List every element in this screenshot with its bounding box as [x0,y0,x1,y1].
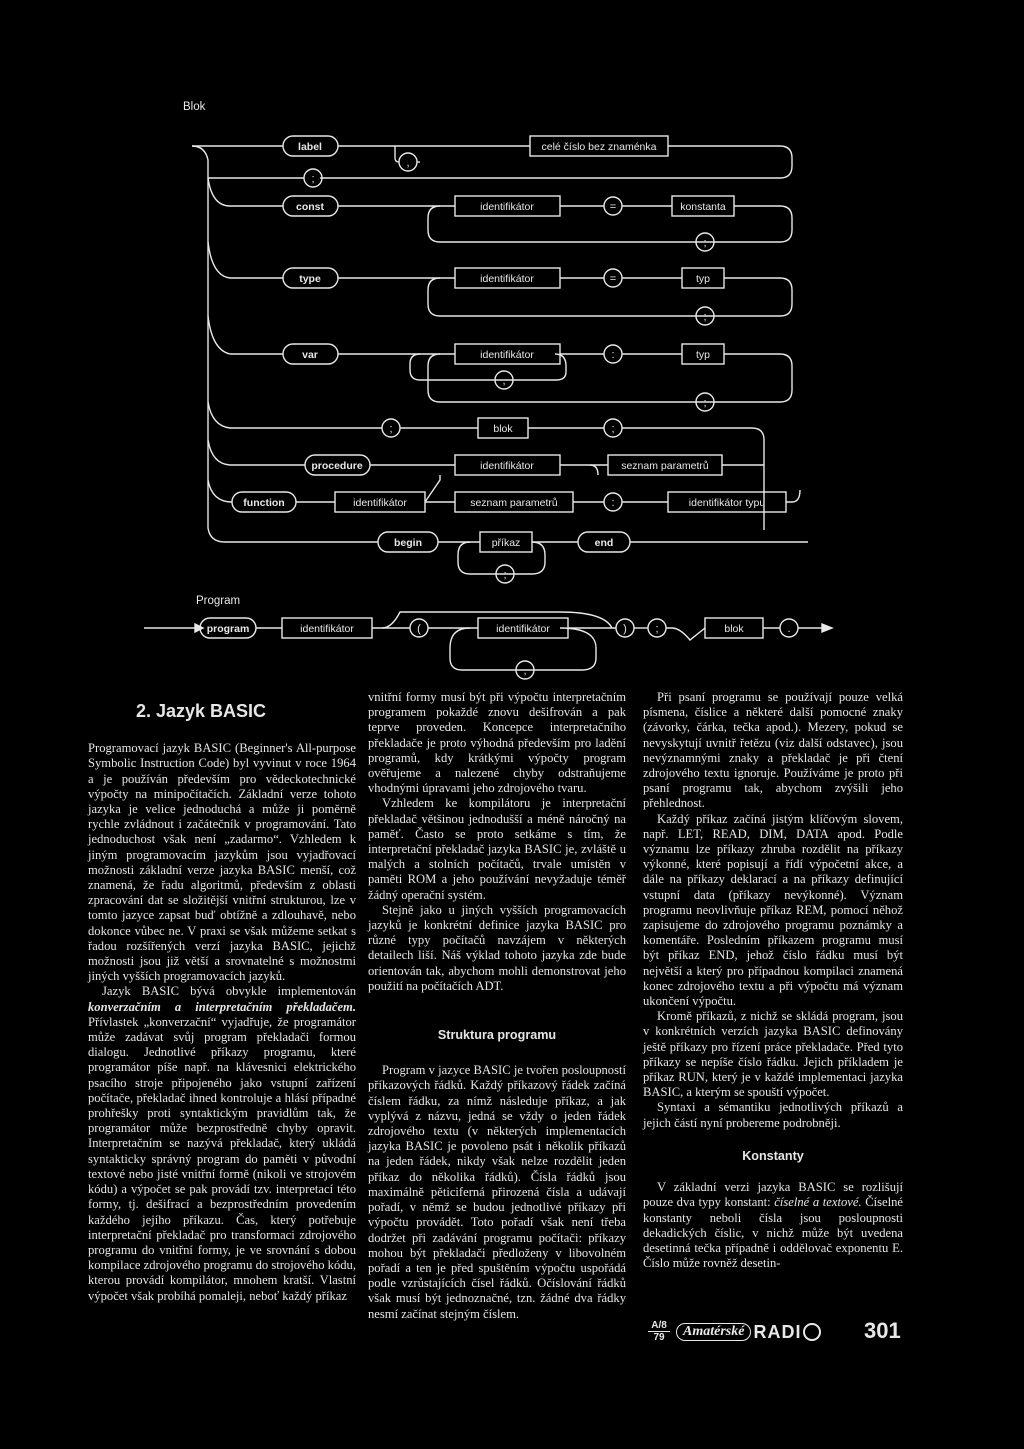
col3-paragraph-4: Syntaxi a sémantiku jednotlivých příkazů a jejich částí nyní probereme podrobněji. [643,1100,903,1130]
diagram-title-blok: Blok [183,101,206,113]
column-1 [88,690,356,1304]
col1-p2-text-a: Jazyk BASIC bývá obvykle implementován [102,984,356,999]
kw-end: end [594,537,614,549]
col3-p5-text-a: V základní verzi jazyka BASIC se rozlišují pouze dva typy konstant: [643,1180,903,1210]
magazine-logo-circle-icon [803,1323,821,1341]
col3-p5-text-b: Číselné konstanty neboli čísla jsou posloupnosti dekadických číslic, v nichž může být uvedena desetinná tečka případně i oddělovač exponentu E. Číslo může rovněž desetin- [643,1195,903,1271]
box-identifikator-procedure: identifikátor [480,460,534,472]
sym-colon-var: : [611,349,615,361]
sym-equals-const: = [609,201,617,213]
col2-paragraph-4: Program v jazyce BASIC je tvořen posloupností příkazových řádků. Každý příkazový řádek začíná číslem řádku, za nímž následuje příkaz, a jak vyplývá z názvu, jedná se vždy o jeden řádek zdrojového textu (v některých implementacích jazyka BASIC je povoleno psát i několik příkazů na jeden řádek, nikdy však nelze rozdělit jeden příkaz do několika řádků). Čísla řádků jsou maximálně pěticiferná přirozená čísla a udávají pořadí, v němž se budou jednotlivé příkazy při výpočtu provádět. Toto pořadí však není třeba dodržet při zadávání programu počítači: příkazy mohou být překladači předloženy v libovolném pořadí a ten je před spuštěním výpočtu uspořádá podle vzrůstajících čísel řádků. Očíslování řádků však musí být jednoznačné, tzn. žádné dva řádky nesmí začínat stejným číslem. [368,1063,626,1321]
sym-semicolon-var: ; [703,397,707,409]
sym-equals-type: = [609,273,617,285]
diagram-title-program: Program [196,595,241,607]
section-heading-struktura: Struktura programu [437,1028,557,1043]
col3-paragraph-1: Při psaní programu se používají pouze velká písmena, číslice a některé další pomocné znaky (závorky, čárka, tečka apod.). Mezery, pokud se nevyskytují uvnitř řetězu (viz další odstavec), jsou nevýznamnými znaky a překladač je při čtení zdrojového textu ignoruje. Používáme je proto při psaní programu tak, abychom zvýšili jeho přehlednost. [643,690,903,811]
box-identifikator-var: identifikátor [480,349,534,361]
box-blok-program: blok [724,623,744,635]
box-identifikator-function: identifikátor [353,497,407,509]
kw-procedure: procedure [311,460,363,472]
col3-paragraph-5 [643,1180,903,1271]
kw-const: const [295,201,325,213]
sym-semicolon-label: ; [311,173,315,185]
sym-comma-program: , [523,665,527,677]
sym-comma-var: , [502,375,506,387]
col2-paragraph-1: vnitřní formy musí být při výpočtu interpretačním programem pokaždé znovu dešifrován a pak teprve proveden. Koncepce interpretačního překladače je proto výhodná především pro ladění programů, kdy krátkými výpočty program ověřujeme a nalezené chyby odstraňujeme vhodnými úpravami jeho zdrojového tvaru. [368,690,626,796]
col1-paragraph-1: Programovací jazyk BASIC (Beginner's All-purpose Symbolic Instruction Code) byl vyvinut v roce 1964 a je používán především pro vědeckotechnické výpočty na minipočítačích. Základní verze tohoto jazyka je velice jednoduchá a může ji poměrně rychle zvládnout i začátečník v programování. Tato jednoduchost však není „zadarmo“. Vzhledem k jiným programovacím jazykům jsou vyjadřovací možnosti základní verze jazyka BASIC menší, což znamená, že řadu algoritmů, především z oblasti zpracování dat se složitější vnitřní strukturou, lze v tomto jazyce zapsat buď obtížně a zdlouhavě, nebo dokonce vůbec ne. V praxi se však můžeme setkat s řadou rozšířených verzí jazyka BASIC, jejichž možnosti jsou již větší a srovnatelné s možnostmi jiných vyšších programovacích jazyků. [88,741,356,984]
col1-paragraph-2 [88,984,356,1303]
kw-type: type [299,273,321,285]
sym-semicolon-program: ; [655,623,659,635]
kw-var: var [302,349,318,361]
col1-p2-text-b: Přívlastek „konverzační“ vyjadřuje, že programátor může zadávat svůj program překladači formou dialogu. Jednotlivé příkazy programu, které programátor píše např. na klávesnici elektrického psacího stroje připojeného jako vstupní zařízení počítače, překladač ihned kontroluje a hlásí případné prohřešky proti syntaktickým pravidlům tak, že programátor může bezprostředně chyby opravit. Interpretačním se nazývá překladač, který ukládá syntakticky správný program do paměti v původní textové nebo jisté vnitřní formě (nikoli ve strojovém kódu) a výpočet se pak provádí tzv. interpretací této formy, tj. dešifrací a bezprostředním provedením každého jejího příkazu. Čas, který potřebuje interpretační překladač pro transformaci zdrojového programu do vnitřní formy, je ve srovnání s dobou kompilace zdrojového programu do strojového kódu, kterou provádí kompilátor, mnohem kratší. Vlastní výpočet však probíhá pomaleji, neboť každý příkaz [88,1014,356,1303]
box-identifikator-program: identifikátor [300,623,354,635]
box-typ-var: typ [695,349,711,361]
box-prikaz: příkaz [491,537,521,549]
sym-lparen: ( [417,623,421,635]
magazine-logo-script: Amatérské [676,1323,751,1341]
section-heading-jazyk-basic: 2. Jazyk BASIC [136,701,267,721]
section-heading-konstanty: Konstanty [742,1148,804,1163]
sym-semicolon-proc-right: ; [611,423,615,435]
issue-number-top: A/8 [648,1320,670,1332]
kw-function: function [243,497,285,509]
col3-paragraph-2: Každý příkaz začíná jistým klíčovým slovem, např. LET, READ, DIM, DATA apod. Podle významu lze příkazy zhruba rozdělit na příkazy výkonné, které popisují a řídí výpočetní akce, a dále na příkazy deklarací a na příkazy definující vstupní data (příkazy nevýkonné). Význam programu neovlivňuje příkaz REM, pomocí něhož zapisujeme do zdrojového programu poznámky a komentáře. Posledním příkazem programu musí být příkaz END, jehož číslo řádku musí být největší a který pro případnou kompilaci znamená konec zdrojového textu a při výpočtu má význam ukončení výpočtu. [643,811,903,1009]
column-2 [368,690,626,1322]
box-cele-cislo: celé číslo bez znaménka [541,141,657,153]
kw-begin: begin [394,537,422,549]
box-konstanta: konstanta [680,201,726,213]
col2-paragraph-3: Stejně jako u jiných vyšších programovacích jazyků je konkrétní definice jazyka BASIC pro různé typy počítačů navzájem v některých detailech liší. Náš výklad tohoto jazyka zde bude orientován tak, abychom mohli demonstrovat jeho použití na počítačích ADT. [368,902,626,993]
box-seznam-parametru-function: seznam parametrů [470,497,558,509]
kw-label: label [298,141,322,153]
box-identifikator-type: identifikátor [480,273,534,285]
sym-semicolon-type: ; [703,311,707,323]
col1-p2-emphasis: konverzačním a interpretačním překladačem. [88,999,356,1014]
box-identifikator-const: identifikátor [480,201,534,213]
syntax-diagram [0,0,1024,700]
box-seznam-parametru-procedure: seznam parametrů [621,460,709,472]
box-typ-type: typ [695,273,711,285]
magazine-logo [676,1322,821,1342]
sym-semicolon-const: ; [703,237,707,249]
col3-paragraph-3: Kromě příkazů, z nichž se skládá program, jsou v konkrétních verzích jazyka BASIC definovány ještě příkazy pro řízení práce překladače. Před tyto příkazy se nepíše číslo řádku. Jejich příkladem je příkaz RUN, který je v každé implementaci jazyka BASIC, a kterým se spouští výpočet. [643,1009,903,1100]
issue-number [648,1320,670,1343]
box-identifikator-typu: identifikátor typu [688,497,766,509]
sym-semicolon-proc-left: ; [389,423,393,435]
issue-number-bottom: 79 [653,1332,665,1343]
sym-rparen: ) [623,623,627,635]
box-blok: blok [493,423,513,435]
column-3 [643,690,903,1271]
page-number: 301 [864,1318,901,1343]
sym-comma-label: , [406,157,410,169]
kw-program: program [206,623,250,635]
sym-colon-function: : [611,497,615,509]
sym-semicolon-begin: ; [503,569,507,581]
magazine-logo-radio: RADI [753,1321,802,1342]
col2-paragraph-2: Vzhledem ke kompilátoru je interpretační překladač většinou jednodušší a méně náročný na paměť. Často se proto setkáme s tím, že interpretační překladač jazyka BASIC je, zvláště u malých a stolních počítačů, trvale umístěn v paměti ROM a jeho používání nevyžaduje téměř žádný operační systém. [368,796,626,902]
col3-p5-emphasis: číselné a textové. [774,1195,862,1210]
page-footer [648,1318,908,1358]
box-identifikator-params: identifikátor [496,623,550,635]
sym-dot: . [787,623,791,635]
